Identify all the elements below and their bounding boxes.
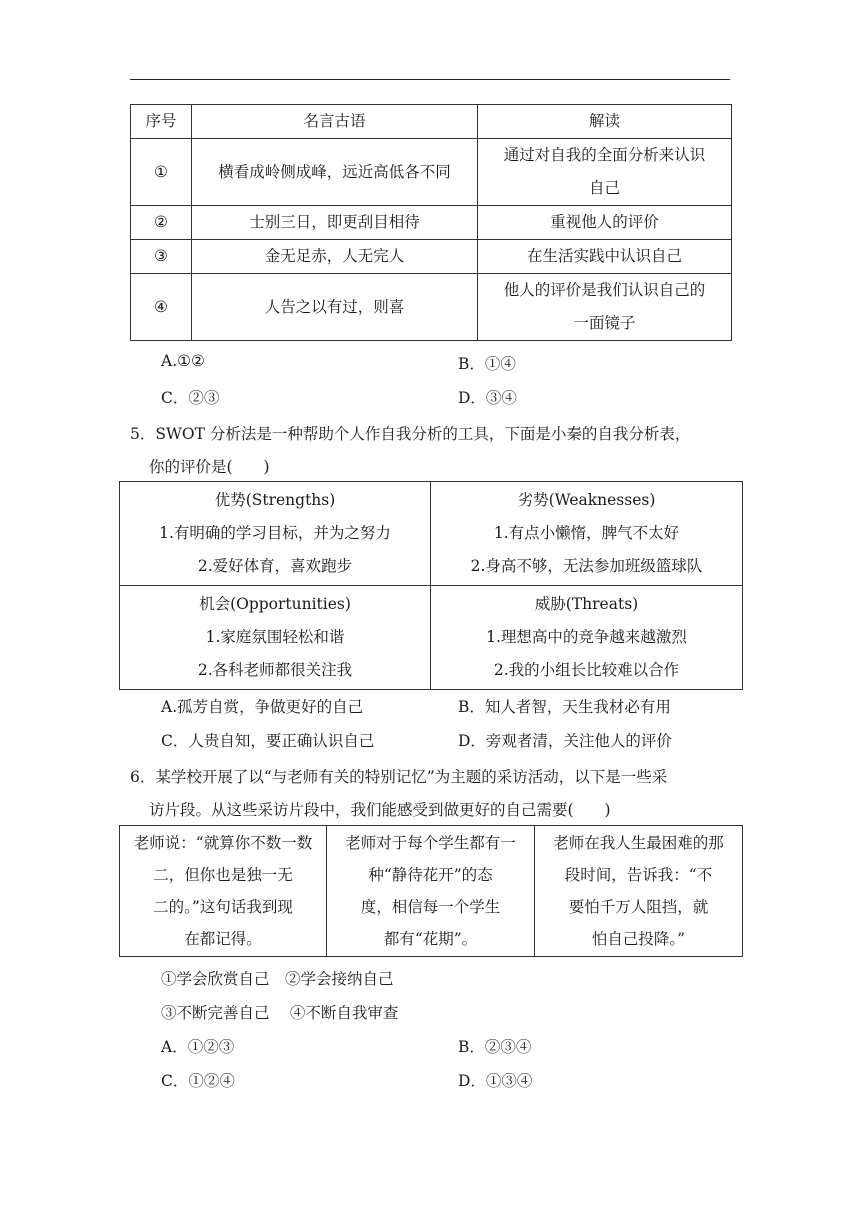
row-quote: 人告之以有过，则喜 (192, 274, 478, 341)
row-num: ② (131, 206, 192, 240)
table-row (131, 274, 732, 341)
q6-stem-line1: 6．某学校开展了以“与老师有关的特别记忆”为主题的采访活动，以下是一些采 (130, 768, 668, 786)
swot-title: 劣势(Weaknesses) (517, 491, 656, 509)
snippet-line: 在都记得。 (184, 930, 262, 948)
header-interp: 解读 (478, 105, 732, 139)
row-num: ③ (131, 240, 192, 274)
q6-stem-line2: 访片段。从这些采访片段中，我们能感受到做更好的自己需要( ) (149, 801, 611, 819)
swot-row (120, 482, 743, 586)
interp-line: 通过对自我的全面分析来认识 (503, 146, 706, 164)
table-row (131, 139, 732, 206)
snippet-cell (327, 826, 535, 957)
swot-threats (431, 586, 743, 690)
snippet-line: 要怕千万人阻挡，就 (568, 898, 709, 916)
q5-option-c[interactable]: C．人贵自知，要正确认识自己 (161, 732, 375, 750)
q4-option-c[interactable]: C．②③ (161, 389, 220, 407)
table-row (131, 240, 732, 274)
swot-opportunities (120, 586, 431, 690)
swot-item: 2.身高不够，无法参加班级篮球队 (470, 557, 703, 575)
snippet-cell (120, 826, 327, 957)
snippet-line: 度，相信每一个学生 (360, 898, 501, 916)
table-header-row (131, 105, 732, 139)
swot-title: 优势(Strengths) (214, 491, 336, 509)
interview-snippets-table (119, 825, 743, 957)
q6-option-a[interactable]: A．①②③ (161, 1038, 235, 1056)
snippets-row (120, 826, 743, 957)
interp-line: 他人的评价是我们认识自己的 (503, 281, 706, 299)
q6-statements-line1: ①学会欣赏自己 ②学会接纳自己 (161, 970, 394, 988)
swot-item: 1.有明确的学习目标，并为之努力 (159, 524, 391, 542)
q4-option-a[interactable]: A.①② (161, 352, 205, 370)
swot-item: 2.爱好体育，喜欢跑步 (197, 557, 353, 575)
row-interp (478, 139, 732, 206)
table-row (131, 206, 732, 240)
snippet-line: 二，但你也是独一无 (153, 866, 293, 884)
row-interp: 在生活实践中认识自己 (478, 240, 732, 274)
snippet-line: 二的。”这句话我到现 (153, 898, 293, 916)
q6-option-b[interactable]: B．②③④ (458, 1038, 532, 1056)
q5-stem-line2: 你的评价是( ) (149, 458, 270, 476)
interp-line: 自己 (588, 179, 620, 197)
swot-item: 1.有点小懒惰，脾气不太好 (493, 524, 680, 542)
swot-title: 机会(Opportunities) (199, 595, 351, 613)
swot-weaknesses (431, 482, 743, 586)
snippet-line: 老师在我人生最困难的那 (553, 834, 724, 852)
q5-option-d[interactable]: D．旁观者清，关注他人的评价 (458, 732, 672, 750)
snippet-line: 种“静待花开”的态 (368, 866, 493, 884)
row-num: ④ (131, 274, 192, 341)
row-interp (478, 274, 732, 341)
quotes-table (130, 104, 732, 341)
q5-stem-line1: 5．SWOT 分析法是一种帮助个人作自我分析的工具，下面是小秦的自我分析表， (130, 425, 691, 443)
swot-item: 2.我的小组长比较难以合作 (493, 661, 680, 679)
swot-item: 1.家庭氛围轻松和谐 (205, 628, 345, 646)
swot-table (119, 481, 743, 690)
interp-line: 一面镜子 (573, 314, 636, 332)
q6-option-c[interactable]: C．①②④ (161, 1072, 235, 1090)
header-quote: 名言古语 (192, 105, 478, 139)
header-num: 序号 (131, 105, 192, 139)
snippet-line: 老师说：“就算你不数一数 (133, 834, 313, 852)
snippet-cell (535, 826, 743, 957)
row-quote: 横看成岭侧成峰，远近高低各不同 (192, 139, 478, 206)
row-num: ① (131, 139, 192, 206)
snippet-line: 段时间，告诉我：“不 (564, 866, 713, 884)
q6-option-d[interactable]: D．①③④ (458, 1072, 533, 1090)
swot-row (120, 586, 743, 690)
swot-item: 2.各科老师都很关注我 (197, 661, 353, 679)
snippet-line: 都有“花期”。 (383, 930, 478, 948)
q5-option-b[interactable]: B．知人者智，天生我材必有用 (458, 698, 671, 716)
q4-option-b[interactable]: B．①④ (458, 355, 516, 373)
row-quote: 金无足赤，人无完人 (192, 240, 478, 274)
row-interp: 重视他人的评价 (478, 206, 732, 240)
row-quote: 士别三日，即更刮目相待 (192, 206, 478, 240)
header-rule (130, 79, 730, 80)
swot-title: 威胁(Threats) (534, 595, 639, 613)
q5-option-a[interactable]: A.孤芳自赏，争做更好的自己 (161, 698, 364, 716)
swot-strengths (120, 482, 431, 586)
snippet-line: 老师对于每个学生都有一 (345, 834, 516, 852)
q4-option-d[interactable]: D．③④ (458, 389, 517, 407)
snippet-line: 怕自己投降。” (591, 930, 686, 948)
q6-statements-line2: ③不断完善自己 ④不断自我审查 (161, 1004, 399, 1022)
swot-item: 1.理想高中的竞争越来越激烈 (486, 628, 687, 646)
